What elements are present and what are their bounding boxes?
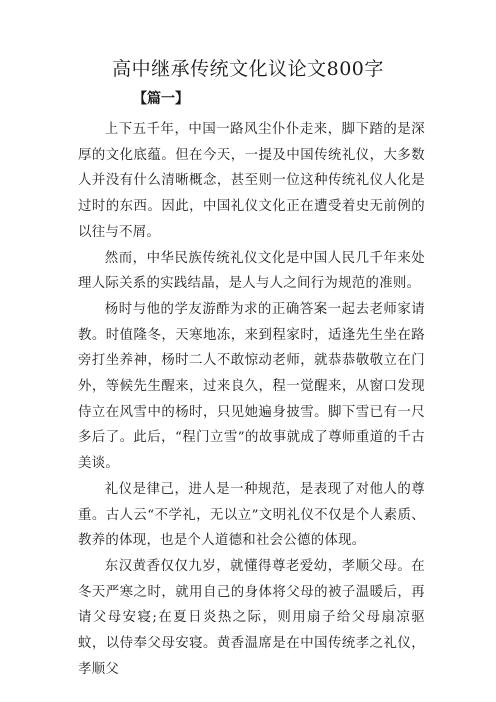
paragraph-3: 杨时与他的学友游酢为求的正确答案一起去老师家请教。时值隆冬，天寒地冻，来到程家时，适逢先生坐在路旁打坐养神，杨时二人不敢惊动老师，就恭恭敬敬立在门外，等候先生醒来，过来良久，程一觉醒来，从窗口发现侍立在风雪中的杨时，只见她遍身披雪。脚下雪已有一尺多后了。此后，“程门立雪”的故事就成了尊师重道的千古美谈。 — [78, 301, 425, 472]
paragraph-5: 东汉黄香仅仅九岁，就懂得尊老爱幼，孝顺父母。在冬天严寒之时，就用自己的身体将父母的被子温暖后，再请父母安寝;在夏日炎热之际，则用扇子给父母扇凉驱蚊，以侍奉父母安寝。黄香温席是在中国传统孝之礼仪，孝顺父 — [78, 558, 425, 677]
document-title: 高中继承传统文化议论文800字 — [112, 58, 384, 80]
paragraph-1: 上下五千年，中国一路风尘仆仆走来，脚下踏的是深厚的文化底蕴。但在今天，一提及中国传统礼仪，大多数人并没有什么清晰概念，甚至则一位这种传统礼仪人化是过时的东西。因此，中国礼仪文化正在遭受着史无前例的以往与不屑。 — [78, 122, 425, 240]
paragraph-2: 然而，中华民族传统礼仪文化是中国人民几千年来处理人际关系的实践结晶，是人与人之间行为规范的准则。 — [78, 250, 425, 292]
paragraph-4: 礼仪是律己，进人是一种规范，是表现了对他人的尊重。古人云“不学礼，无以立”文明礼仪不仅是个人素质、教养的体现，也是个人道德和社会公德的体现。 — [78, 481, 425, 549]
document-body — [78, 117, 425, 682]
section-label: 【篇一】 — [133, 91, 189, 107]
